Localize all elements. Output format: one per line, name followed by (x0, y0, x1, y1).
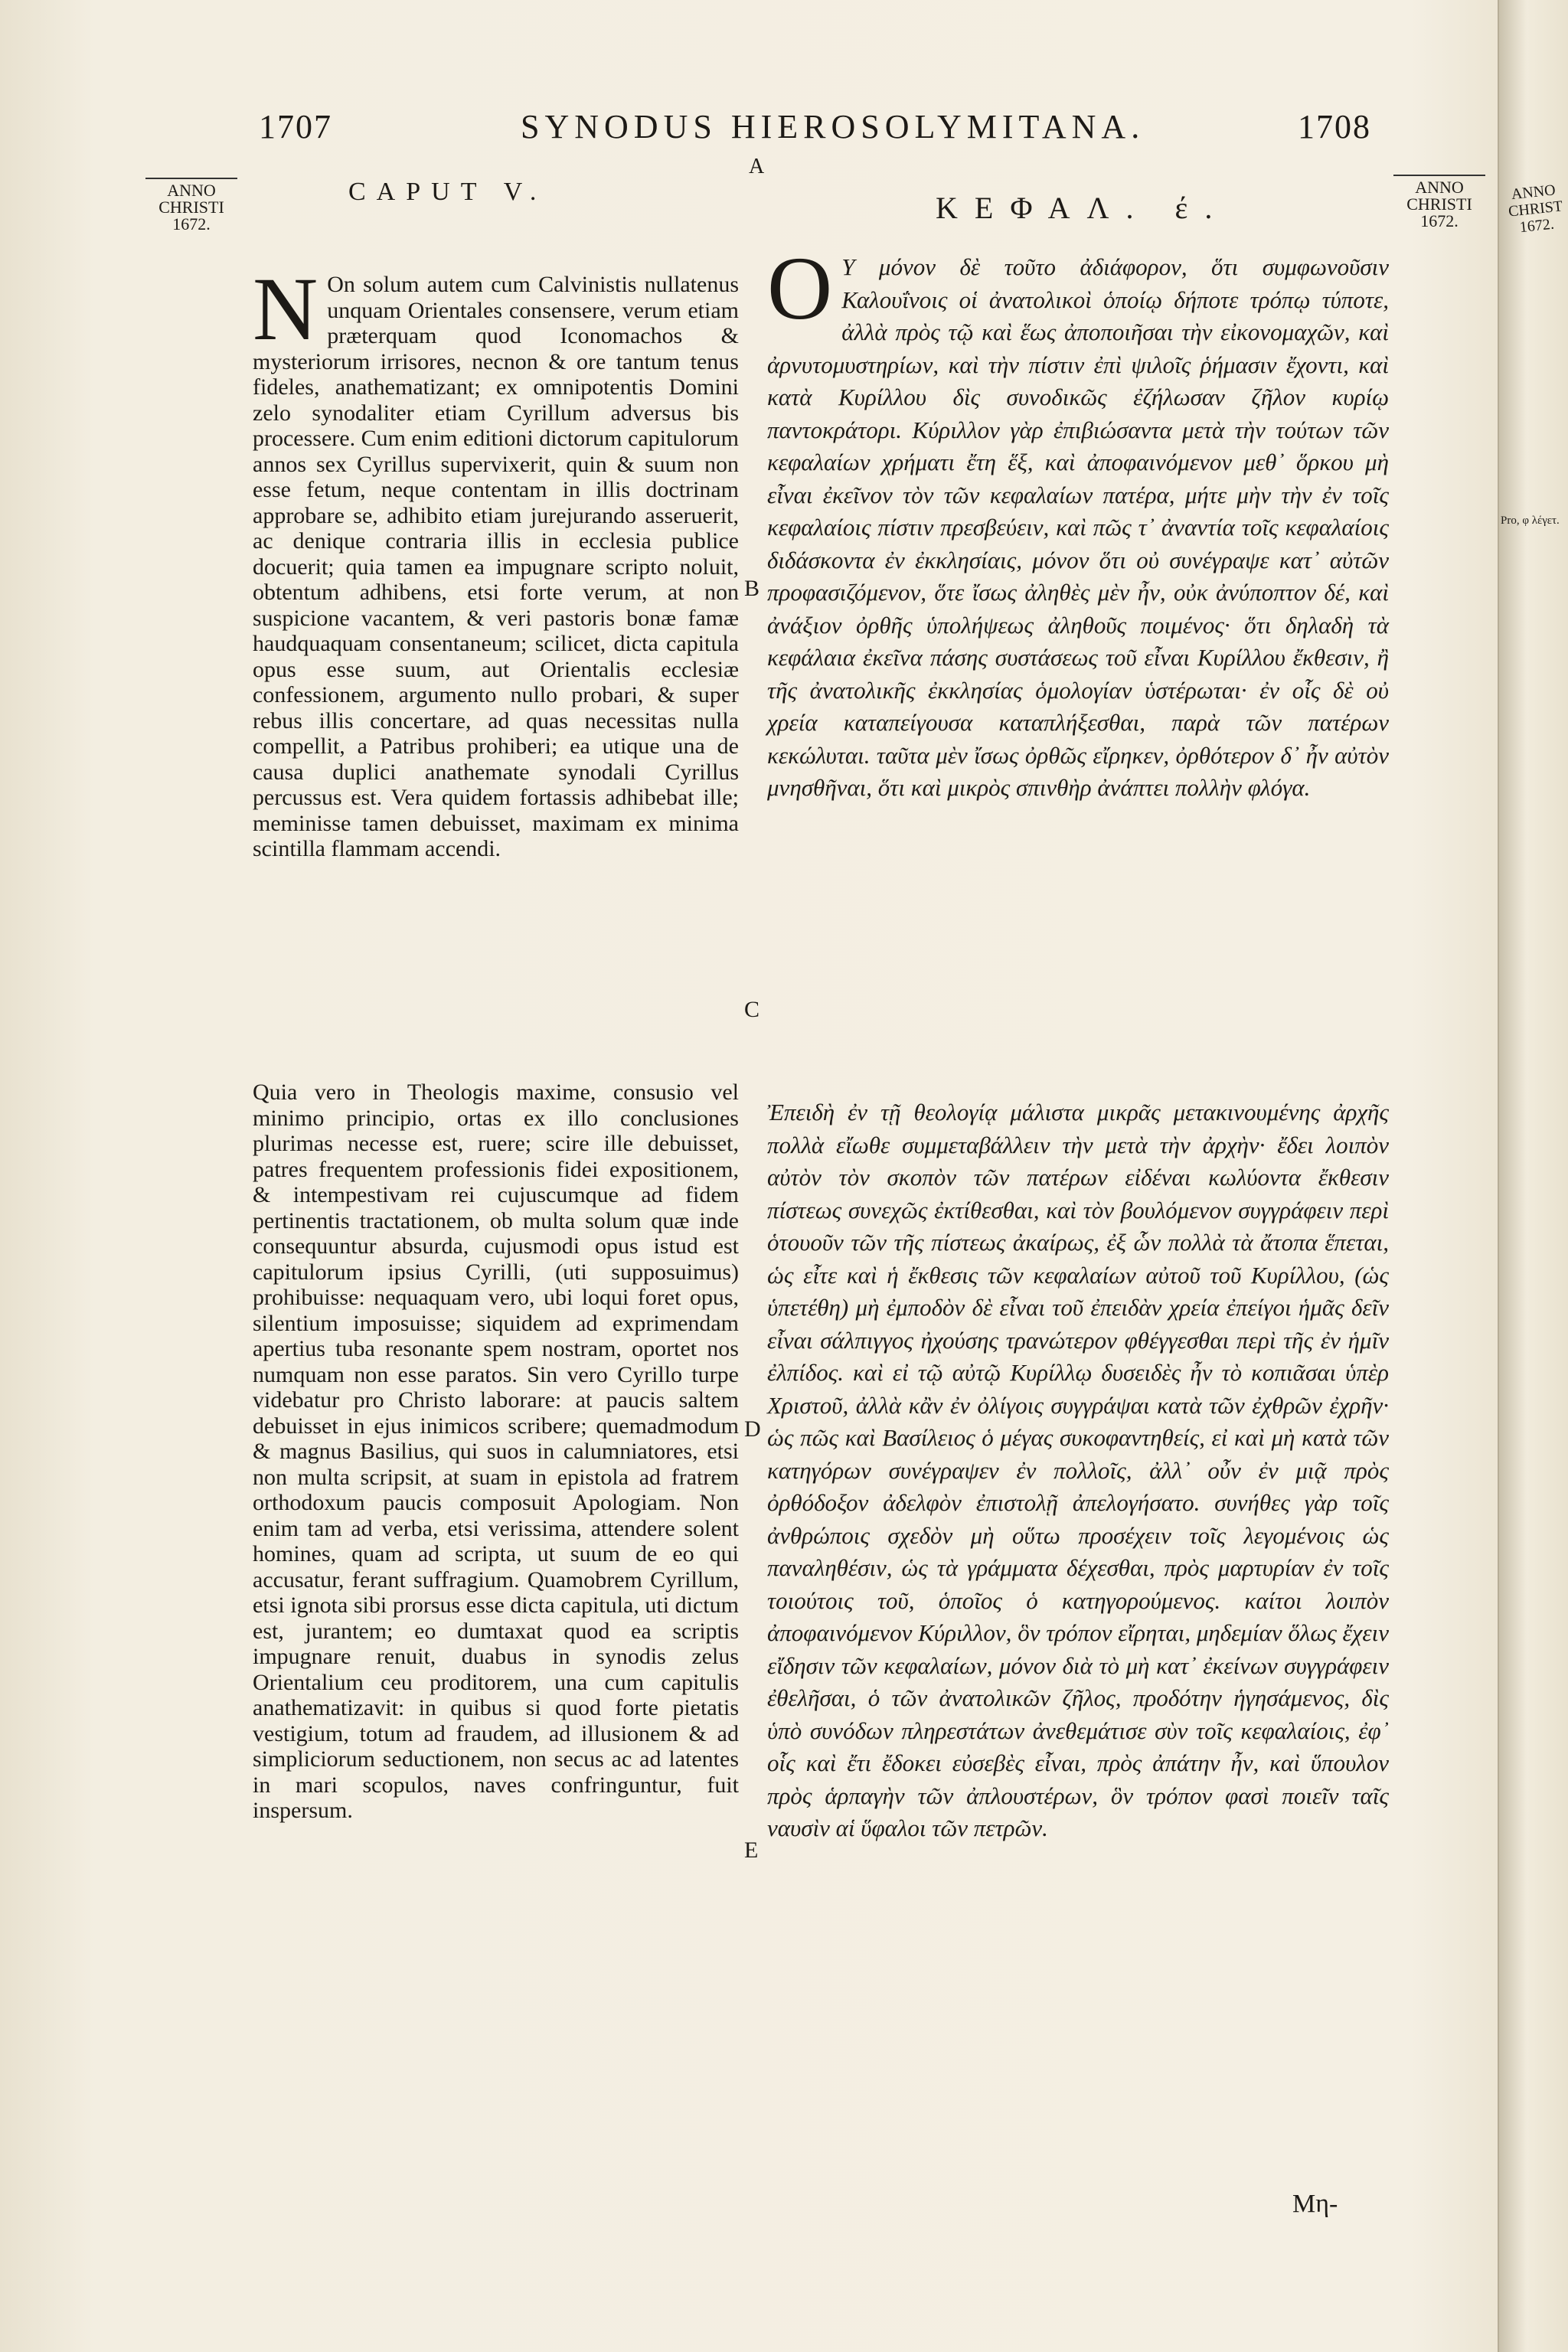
edge-margin-note: Pro, φ λέγετ. (1501, 514, 1560, 527)
greek-paragraph-2 (767, 1096, 1389, 1845)
anno-christi-right: ANNO CHRISTI 1672. (1393, 175, 1485, 230)
greek-dropcap: Ο (767, 238, 833, 338)
running-title: SYNODUS HIEROSOLYMITANA. (521, 108, 1145, 145)
latin-paragraph-2 (253, 1080, 739, 1824)
anno-christi-edge: ANNO CHRIST 1672. (1508, 181, 1564, 237)
margin-letter-b: B (744, 576, 760, 601)
greek-paragraph-1 (767, 238, 1389, 805)
folio-left: 1707 (259, 108, 332, 145)
latin-paragraph-2-text: Quia vero in Theologis maxime, consusio vel minimo principio, ortas ex illo conclusiones plurimas necesse est, ruere; scire ille debuisset, patres frequentem professionis fidei expositionem, & intempestivam rei cujuscumque ad fidem pertinentis tractationem, ob multa solum quæ inde consequuntur absurda, cujusmodi opus istud est capitulorum ipsius Cyrilli, (uti supposuimus) prohibuisse: nequaquam vero, ubi loqui foret opus, silentium imposuisse; siquidem ad exprimendam apertius tuba resonante spem nostram, oportet nos numquam non esse paratos. Sin vero Cyrillo turpe videbatur pro Christo laborare: at paucis saltem debuisset in ejus inimicos scribere; quemadmodum & magnus Basilius, qui suos in calumniatores, etsi non multa scripsit, at suam in epistola ad fratrem orthodoxum paucis composuit Apologiam. Non enim tam ad verba, etsi verissima, attendere solent homines, quam ad scripta, ut suum de eo qui accusatur, ferant suffragium. Quamobrem Cyrillum, etsi ignota sibi prorsus esse dicta capitula, uti dictum est, jurantem; eo dumtaxat quod ea scriptis impugnare renuit, duabus in synodis zelus Orientalium ceu proditorem, una cum capitulis anathematizavit: in quibus si quod forte pietatis vestigium, totum ad fraudem, ad illusionem & ad simpliciorum seductionem, non secus ac ad latentes in mari scopulos, naves confringuntur, fuit inspersum. (253, 1080, 739, 1823)
margin-letter-c: C (744, 997, 760, 1022)
greek-paragraph-2-text: Ἐπειδὴ ἐν τῇ θεολογίᾳ μάλιστα μικρᾶς μετακινουμένης ἀρχῆς πολλὰ εἴωθε συμμεταβάλλειν τὴν μετὰ τὴν ἀρχὴν· ἔδει λοιπὸν αὐτὸν τὸν σκοπὸν τῶν πατέρων εἰδέναι κωλύοντα ἔκθεσιν πίστεως συνεχῶς ἐκτίθεσθαι, καὶ τὸν βουλόμενον συγγράφειν περὶ ὁτουοῦν τῶν τῆς πίστεως ἀκαίρως, ἐξ ὧν πολλὰ τὰ ἄτοπα ἕπεται, ὡς εἶτε καὶ ἡ ἔκθεσις τῶν κεφαλαίων αὐτοῦ τοῦ Κυρίλλου, (ὡς ὑπετέθη) μὴ ἐμποδὸν δὲ εἶναι τοῦ ἐπειδὰν χρεία ἐπείγοι ἡμᾶς δεῖν εἶναι σάλπιγγος ἠχούσης τρανώτερον φθέγγεσθαι περὶ τῆς ἐν ἡμῖν ἐλπίδος. καὶ εἰ τῷ αὐτῷ Κυρίλλῳ δυσειδὲς ἦν τὸ κοπιᾶσαι ὑπὲρ Χριστοῦ, ἀλλὰ κἂν ἐν ὀλίγοις συγγράψαι κατὰ τῶν ἐχθρῶν ἐχρῆν· ὡς πῶς καὶ Βασίλειος ὁ μέγας συκοφαντηθείς, εἰ καὶ μὴ κατὰ τῶν κατηγόρων συνέγραψεν ἐν πολλοῖς, ἀλλ᾽ οὖν ἐν μιᾷ πρὸς ὀρθόδοξον ἀδελφὸν ἐπιστολῇ ἀπελογήσατο. συνήθες γὰρ τοῖς ἀνθρώποις σχεδὸν μὴ οὕτω προσέχειν τοῖς λεγομένοις ὡς παναληθέσιν, ὡς τὰ γράμματα δέχεσθαι, πρὸς μαρτυρίαν ἐν τοῖς τοιούτοις τοῦ, ὁποῖος ὁ κατηγορούμενος. καίτοι λοιπὸν ἀποφαινόμενον Κύριλλον, ὃν τρόπον εἴρηται, μηδεμίαν ὅλως ἔχειν εἴδησιν τῶν κεφαλαίων, μόνον διὰ τὸ μὴ κατ᾽ ἐκείνων συγγράφειν ἐθελῆσαι, ὁ τῶν ἀνατολικῶν ζῆλος, προδότην ἡγησάμενος, δὶς ὑπὸ συνόδων πληρεστάτων ἀνεθεμάτισε σὺν τοῖς κεφαλαίοις, ἐφ᾽ οἷς καὶ ἔτι ἔδοκει εὐσεβὲς εἶναι, πρὸς ἀπάτην ἦν, καὶ ὕπουλον πρὸς ἁρπαγὴν τῶν ἀπλουστέρων, ὃν τρόπον φασὶ ποιεῖν ταῖς ναυσὶν αἱ ὕφαλοι τῶν πετρῶν. (767, 1099, 1389, 1841)
greek-paragraph-1-text: Υ μόνον δὲ τοῦτο ἀδιάφορον, ὅτι συμφωνοῦσιν Καλουΐνοις οἱ ἀνατολικοὶ ὁποίῳ δήποτε τρόπῳ τύποτε, ἀλλὰ πρὸς τῷ καὶ ἕως ἀποποιῆσαι τὴν εἰκονομαχῶν, καὶ ἀρνυτομυστηρίων, καὶ τὴν πίστιν ἐπὶ ψιλοῖς ῥήμασιν ἔχοντι, καὶ κατὰ Κυρίλλου δὶς συνοδικῶς ἐζήλωσαν ζῆλον κυρίῳ παντοκράτορι. Κύριλλον γὰρ ἐπιβιώσαντα μετὰ τὴν τούτων τῶν κεφαλαίων χρήματι ἔτη ἕξ, καὶ ἀποφαινόμενον μεθ᾽ ὅρκου μὴ εἶναι ἐκεῖνον τὸν τῶν κεφαλαίων πατέρα, μήτε μὴν τὴν ἐν τοῖς κεφαλαίοις πίστιν πρεσβεύειν, καὶ πῶς τ᾽ ἀναντία τοῖς κεφαλαίοις διδάσκοντα ἐν ἐκκλησίαις, μόνον ὅτι οὐ συνέγραψε κατ᾽ αὐτῶν προφασιζόμενον, ὅτε ἴσως ἀληθὲς μὲν ἦν, οὐκ ἀνύποπτον δέ, καὶ ἀνάξιον ὀρθῆς ὑπολήψεως ἀληθοῦς ποιμένος· ὅτι δηλαδὴ τὰ κεφάλαια ἐκεῖνα πάσης συστάσεως τοῦ εἶναι Κυρίλλου ἔκθεσιν, ἢ τῆς ἀνατολικῆς ἐκκλησίας ὁμολογίαν ὑστέρωται· ἐν οἷς δὲ οὐ χρεία καταπείγουσα καταπλήξεσθαι, παρὰ τῶν πατέρων κεκώλυται. ταῦτα μὲν ἴσως ὀρθῶς εἴρηκεν, ὀρθότερον δ᾽ ἦν αὐτὸν μνησθῆναι, ὅτι καὶ μικρὸς σπινθὴρ ἀνάπτει πολλὴν φλόγα. (767, 253, 1389, 801)
folio-right: 1708 (1298, 108, 1371, 145)
greek-chapter-heading: ΚΕΦΑΛ. έ. (936, 191, 1230, 225)
latin-paragraph-1-text: On solum autem cum Calvinistis nullatenus unquam Orientales consensere, verum etiam præterquam quod Iconomachos & mysteriorum irrisores, necnon & ore tantum tenus fideles, anathematizant; ex omnipotentis Domini zelo synodaliter etiam Cyrillum adversus bis processere. Cum enim editioni dictorum capitulorum annos sex Cyrillus supervixerit, quin & suum non esse fetum, neque contentam in illis doctrinam approbare se, adhibito etiam jurejurando asseruerit, ac denique contraria illis in ecclesia publice docuerit; quia tamen ea impugnare scripto noluit, obtentum adhibens, etsi forte verum, at non suspicione vacantem, & veri pastoris bonæ famæ haudquaquam consentaneum; scilicet, dicta capitula opus esse suum, aut Orientalis ecclesiæ confessionem, argumento nullo probari, & super rebus illis concertare, ad quas necessitas nulla compellit, a Patribus prohiberi; ea utique una de causa duplici anathemate synodali Cyrillus percussus est. Vera quidem fortassis adhibebat ille; meminisse tamen debuisset, maximam ex minima scintilla flammam accendi. (253, 272, 739, 861)
catchword: Μη- (1292, 2190, 1338, 2218)
anno-christi-left: ANNO CHRISTI 1672. (145, 178, 237, 233)
latin-dropcap: N (253, 259, 318, 359)
section-marker-a: A (749, 155, 765, 178)
latin-paragraph-1 (253, 259, 739, 862)
margin-letter-d: D (744, 1416, 761, 1442)
latin-chapter-heading: CAPUT V. (348, 178, 547, 206)
margin-letter-e: E (744, 1838, 759, 1863)
next-page-edge (1498, 0, 1568, 2352)
